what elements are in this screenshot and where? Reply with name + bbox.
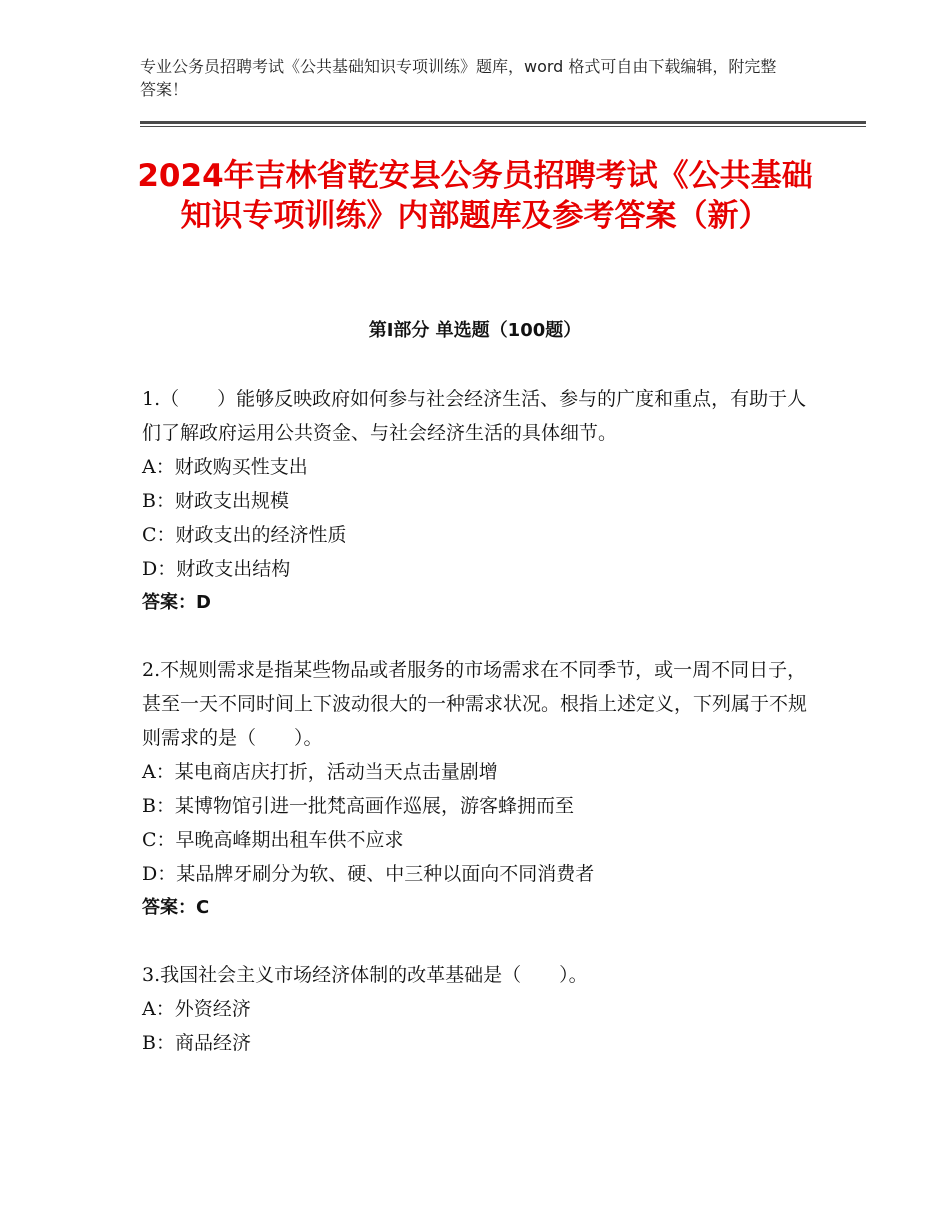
option-c: C：财政支出的经济性质 <box>142 524 347 546</box>
option-a: A：财政购买性支出 <box>142 456 308 478</box>
option-b: B：财政支出规模 <box>142 490 289 512</box>
section-title: 第Ⅰ部分 单选题（100题） <box>368 320 582 341</box>
answer: 答案：C <box>142 897 210 918</box>
option-b: B：某博物馆引进一批梵高画作巡展，游客蜂拥而至 <box>142 795 574 817</box>
option-d: D：财政支出结构 <box>142 558 291 580</box>
header-divider-thick <box>140 121 866 124</box>
header-divider-thin <box>140 126 866 127</box>
document-title: 2024年吉林省乾安县公务员招聘考试《公共基础知识专项训练》内部题库及参考答案（新） <box>137 158 813 234</box>
question-3 <box>142 958 812 1060</box>
option-d: D：某品牌牙刷分为软、硬、中三种以面向不同消费者 <box>142 863 595 885</box>
option-a: A：某电商店庆打折，活动当天点击量剧增 <box>142 761 498 783</box>
header-note: 专业公务员招聘考试《公共基础知识专项训练》题库，word 格式可自由下载编辑，附完整答案！ <box>140 57 777 99</box>
question-1 <box>142 382 812 620</box>
question-stem: 1.（ ）能够反映政府如何参与社会经济生活、参与的广度和重点，有助于人们了解政府运用公共资金、与社会经济生活的具体细节。 <box>142 388 807 444</box>
answer: 答案：D <box>142 592 211 613</box>
question-list <box>142 382 812 1093</box>
option-a: A：外资经济 <box>142 998 251 1020</box>
question-stem: 3.我国社会主义市场经济体制的改革基础是（ ）。 <box>142 964 588 986</box>
question-stem: 2.不规则需求是指某些物品或者服务的市场需求在不同季节，或一周不同日子，甚至一天不同时间上下波动很大的一种需求状况。根指上述定义，下列属于不规则需求的是（ ）。 <box>142 659 808 749</box>
question-2 <box>142 653 812 925</box>
option-c: C：早晚高峰期出租车供不应求 <box>142 829 404 851</box>
option-b: B：商品经济 <box>142 1032 251 1054</box>
